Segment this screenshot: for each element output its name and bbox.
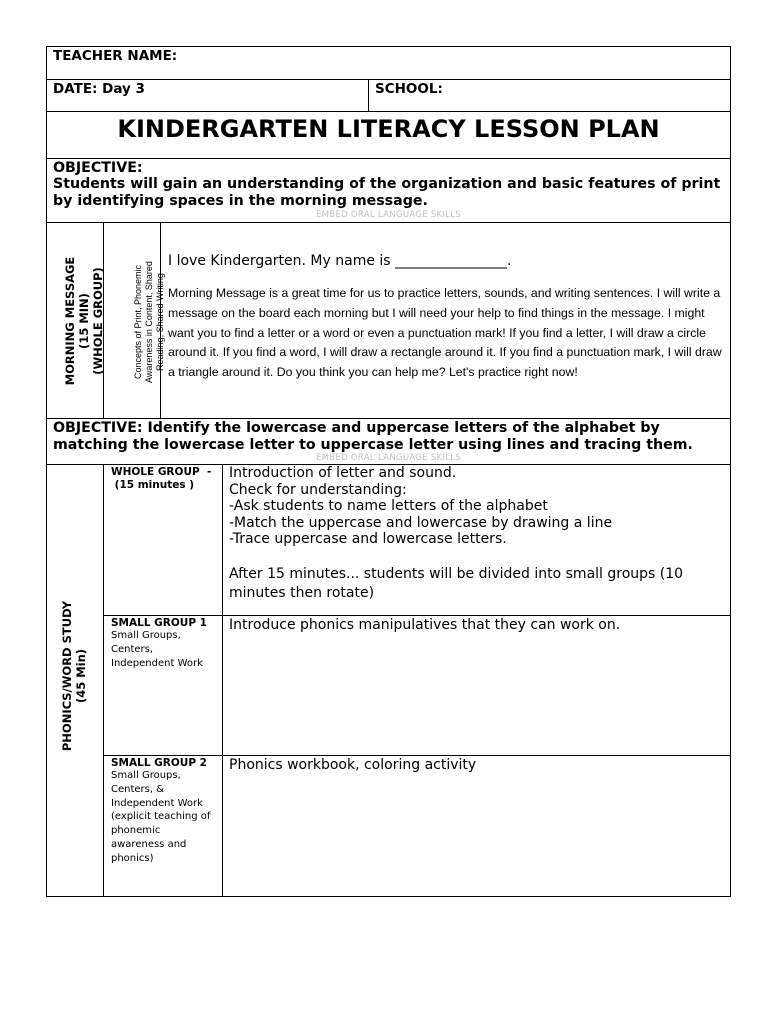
morning-message-title-line2: (15 MIN) (77, 293, 91, 349)
phonics-title-line2: (45 Min) (74, 648, 88, 704)
teacher-name-row (46, 46, 731, 80)
whole-group-label (111, 466, 211, 491)
small-group-2-body-line: phonemic (111, 825, 161, 837)
small-group-2-body-line: Independent Work (111, 797, 203, 809)
whole-group-after: After 15 minutes... students will be divided into small groups (10 minutes then rotate) (229, 565, 684, 602)
small-group-2-head: SMALL GROUP 2 (111, 757, 207, 769)
whole-group-line: -Ask students to name letters of the alphabet (229, 498, 548, 515)
small-group-1-body-line: Independent Work (111, 657, 203, 669)
small-group-2-body-line: awareness and (111, 838, 187, 850)
small-group-2-body-line: phonics) (111, 852, 154, 864)
phonics-title-line1: PHONICS/WORD STUDY (60, 600, 74, 752)
whole-group-line: Introduction of letter and sound. (229, 465, 457, 481)
skills-line3: Reading, Shared Writing (155, 273, 165, 371)
date-school-row (46, 80, 731, 112)
morning-message-description: Morning Message is a great time for us to practice letters, sounds, and writing sentences. I will write a message on the board each morning but I will need your help to find things in the message. I might want you to find a letter or a word or even a punctuation mark! If you find a letter, I will draw a circle around it. If you find a word, I will draw a rectangle around it. If you find a punctuation mark, I will draw a triangle around it. Do you think you can help me? Let's practice right now! (168, 286, 722, 380)
lesson-plan-document (46, 46, 731, 897)
small-group-2-body-line: Centers, & (111, 783, 165, 795)
morning-message-side-title (63, 236, 105, 406)
morning-message-sentence: I love Kindergarten. My name is ________________. (168, 253, 512, 269)
morning-message-row (46, 223, 731, 419)
small-group-1-body-line: Centers, (111, 643, 154, 655)
phonics-row-divider-2 (103, 755, 730, 756)
phonics-row (46, 465, 731, 897)
morning-skills-list (133, 237, 163, 407)
objective-2-label: OBJECTIVE: (53, 420, 143, 436)
phonics-row-divider-1 (103, 615, 730, 616)
morning-divider-1 (103, 223, 104, 418)
phonics-divider-1 (103, 465, 104, 896)
morning-divider-2 (160, 223, 161, 418)
objective-2-body: Identify the lowercase and uppercase letters of the alphabet by matching the lowercase letter to uppercase letter using lines and tracing them. (53, 420, 693, 453)
objective-1-text: Students will gain an understanding of the organization and basic features of print by identifying spaces in the morning message. (53, 176, 721, 209)
page-title: KINDERGARTEN LITERACY LESSON PLAN (117, 115, 660, 143)
small-group-1-label (111, 617, 207, 670)
skills-line1: Concepts of Print, Phonemic (133, 264, 143, 380)
phonics-divider-2 (222, 465, 223, 896)
school-label: SCHOOL: (375, 81, 443, 97)
objective-1-faint-note: EMBED ORAL LANGUAGE SKILLS (315, 210, 462, 220)
title-row (46, 112, 731, 159)
small-group-2-content: Phonics workbook, coloring activity (229, 757, 477, 773)
objective-2-faint-note: EMBED ORAL LANGUAGE SKILLS (315, 453, 462, 463)
small-group-2-body-line: Small Groups, (111, 770, 181, 781)
date-school-divider (368, 80, 369, 111)
small-group-2-label (111, 757, 210, 866)
objective-1-label: OBJECTIVE: (53, 160, 143, 176)
whole-group-line: -Match the uppercase and lowercase by drawing a line (229, 514, 613, 531)
whole-group-line: -Trace uppercase and lowercase letters. (229, 531, 507, 548)
objective-2-text (53, 420, 724, 453)
objective-2-row (46, 419, 731, 465)
small-group-1-content: Introduce phonics manipulatives that they can work on. (229, 617, 621, 633)
whole-group-content (229, 465, 722, 604)
whole-group-head-line2: (15 minutes ) (111, 478, 195, 491)
small-group-1-head: SMALL GROUP 1 (111, 617, 207, 629)
date-label: DATE: Day 3 (53, 81, 145, 97)
phonics-side-title (60, 591, 90, 761)
small-group-2-body-line: (explicit teaching of (111, 811, 211, 823)
skills-line2: Awareness in Content, Shared (144, 261, 154, 383)
whole-group-line: Check for understanding: (229, 481, 407, 498)
morning-message-title-line1: MORNING MESSAGE (63, 256, 77, 386)
objective-1-row (46, 159, 731, 223)
teacher-name-label: TEACHER NAME: (53, 48, 178, 64)
whole-group-head-line1: WHOLE GROUP - (111, 466, 212, 478)
morning-message-title-line3: (WHOLE GROUP) (91, 267, 105, 375)
small-group-1-body-line: Small Groups, (111, 630, 181, 641)
